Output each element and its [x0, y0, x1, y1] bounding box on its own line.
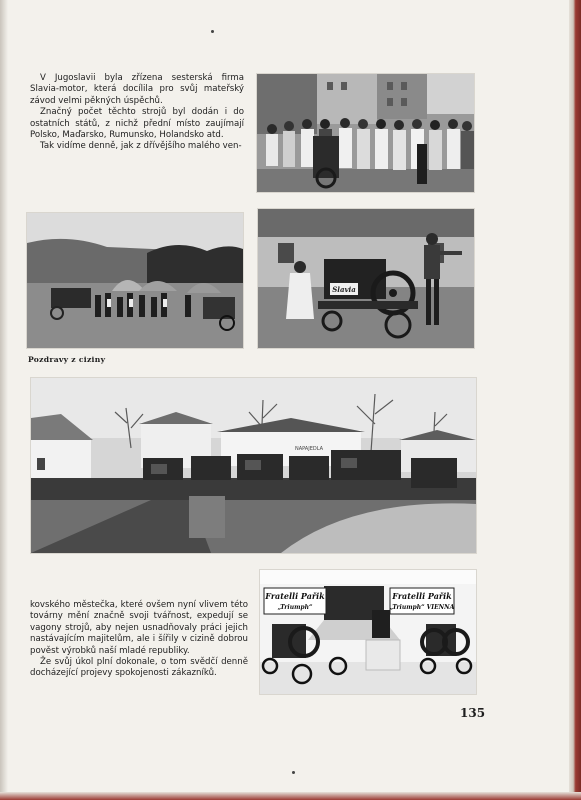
text-top	[30, 73, 244, 153]
exhibit-sign-right-line2: „Triumph“ VIENNA	[389, 604, 455, 611]
paragraph: Značný počet těchto strojů byl dodán i do ostatních států, z nichž přední místo zaujímají Polsko, Maďarsko, Rumunsko, Holandsko atd.	[30, 107, 244, 141]
speck	[292, 771, 295, 774]
photo-women-group	[257, 74, 474, 192]
paragraph: kovského městečka, které ovšem nyní vlivem této továrny mění značně svoji tvářnost, expedují se vagony strojů, aby nejen usnadňovaly práci jejich nastávajícím majitelům, ale i šířily v cizině dobrou pověst výrobků naší mladé republiky.	[30, 600, 248, 656]
exhibit-sign-left-line1: Fratelli Pařik	[265, 591, 325, 601]
exhibit-sign-right-line1: Fratelli Pařik	[392, 591, 452, 601]
page-number: 135	[460, 706, 486, 720]
speck	[211, 30, 214, 33]
paragraph: Tak vidíme denně, jak z dřívějšího malého ven-	[40, 141, 242, 152]
photo-slavia-engine	[258, 209, 474, 348]
photo-railway-wagons	[31, 378, 476, 553]
paragraph: Že svůj úkol plní dokonale, o tom svědčí denně docházející projevy spokojenosti zákazníků.	[30, 657, 248, 679]
exhibit-sign-left-line2: „Triumph“	[277, 604, 313, 611]
photo-exhibition-stand	[260, 570, 476, 694]
photo-caption: Pozdravy z ciziny	[28, 355, 106, 364]
page-edge-bottom	[0, 792, 581, 800]
photo-field-haystacks	[27, 213, 243, 348]
text-bottom	[30, 600, 248, 680]
page-edge	[569, 0, 581, 800]
spine-shadow	[0, 0, 8, 800]
paragraph: V Jugoslavii byla zřízena sesterská firma Slavia-motor, která docílila pro svůj mateřský závod velmi pěkných úspěchů.	[30, 73, 244, 106]
engine-plate: Slavia	[332, 285, 356, 294]
building-sign: NAPAJEDLA	[294, 446, 324, 452]
